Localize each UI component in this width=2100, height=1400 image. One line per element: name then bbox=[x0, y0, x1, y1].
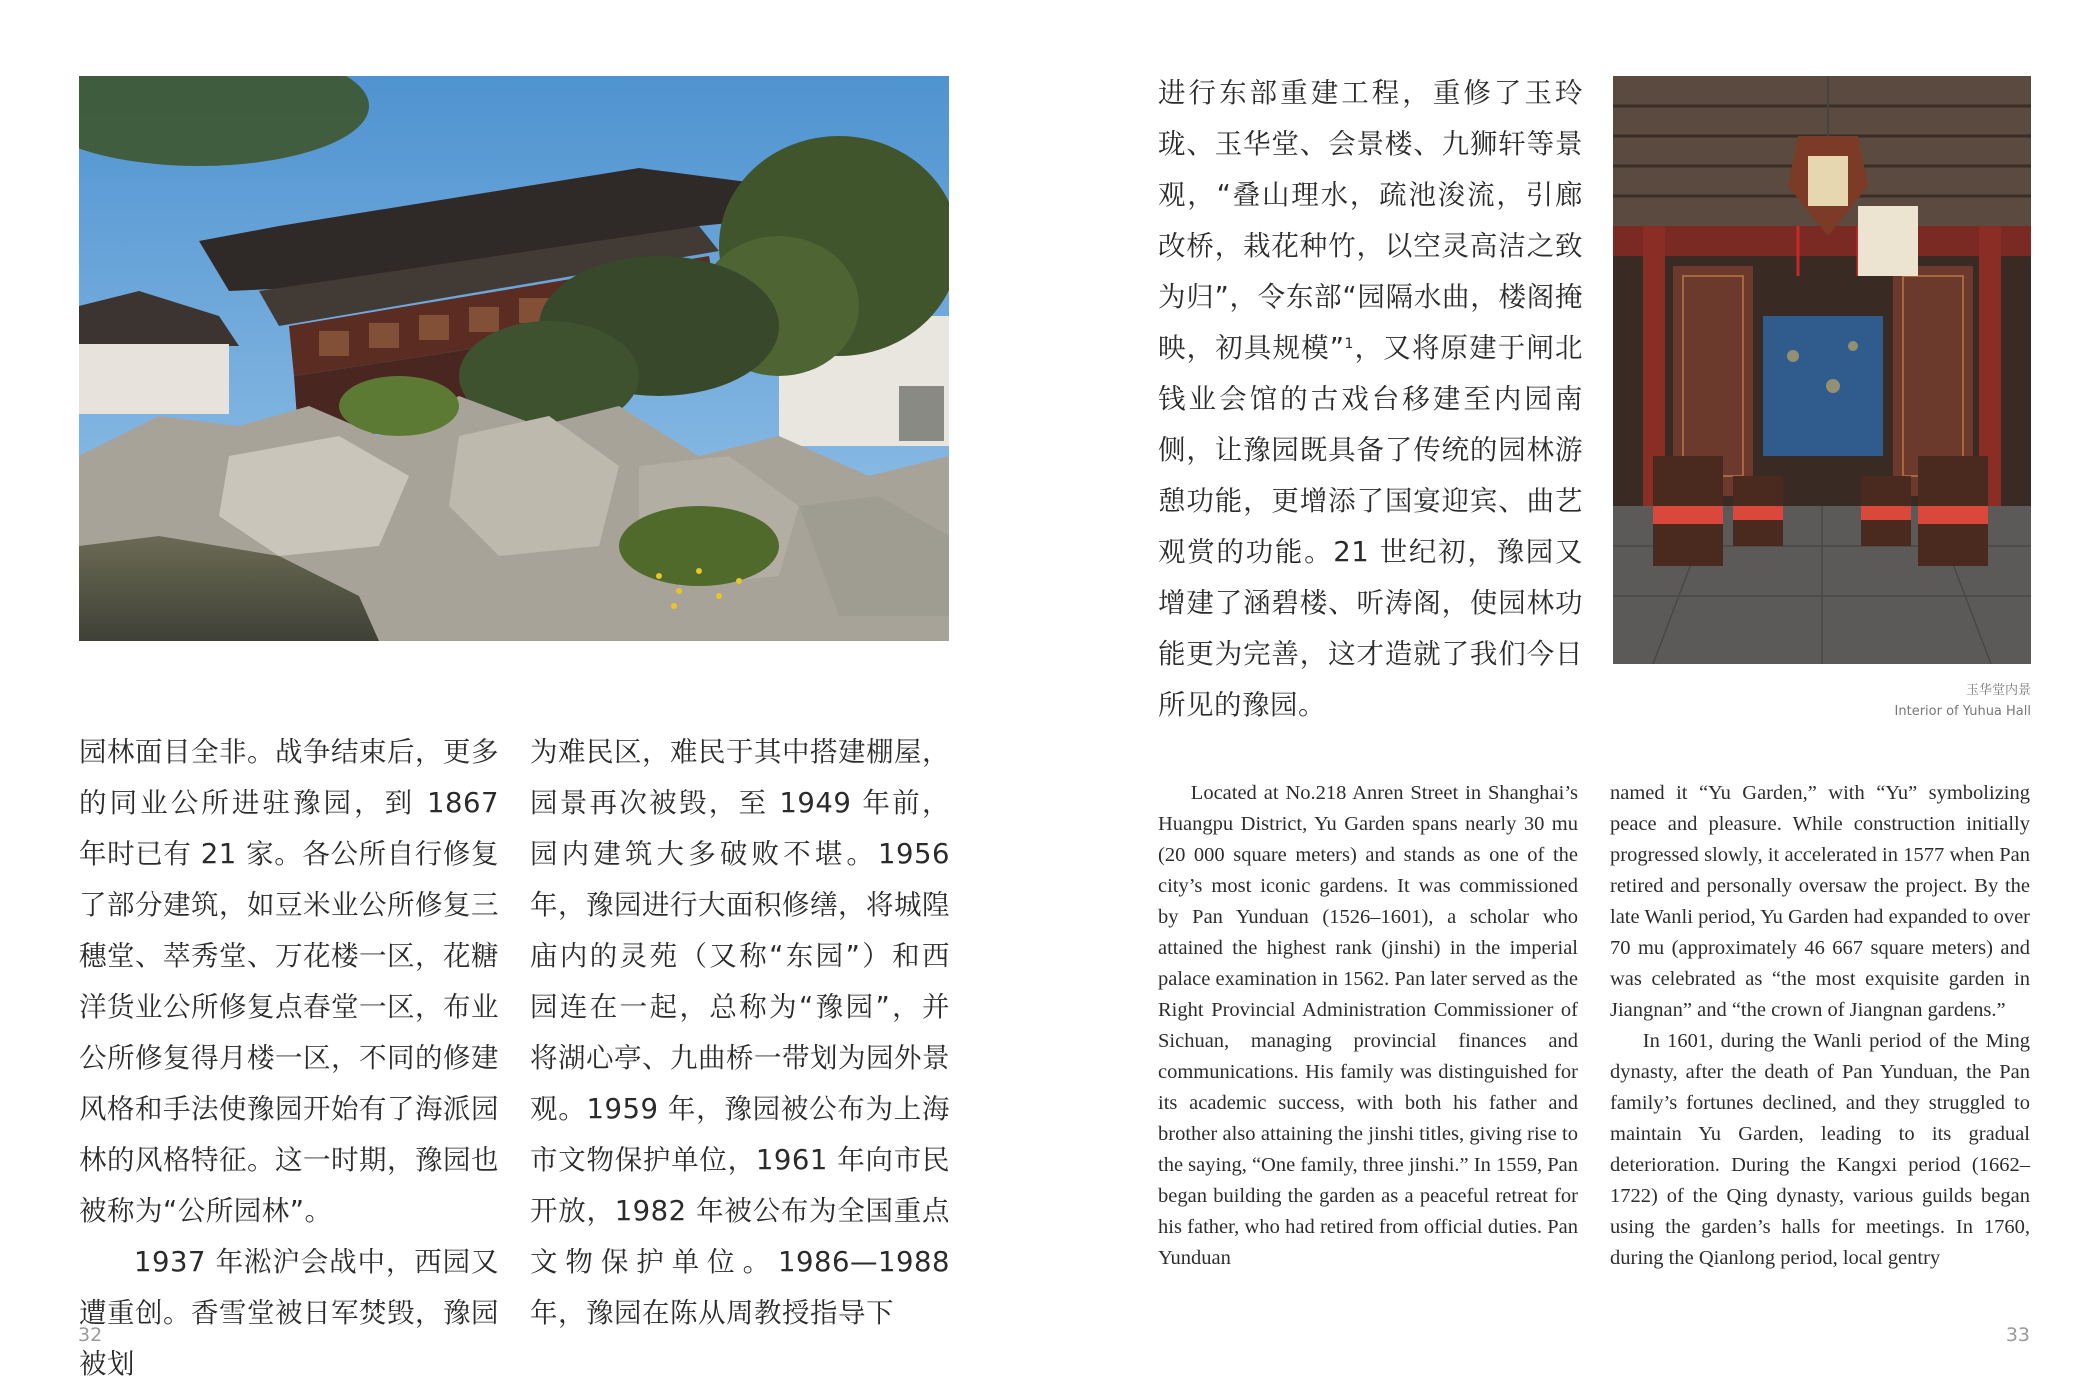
deyue-tower-image bbox=[79, 76, 949, 641]
yuhua-hall-photo bbox=[1613, 76, 2031, 664]
cn-col3-text-a: 进行东部重建工程，重修了玉玲珑、玉华堂、会景楼、九狮轩等景观，“叠山理水，疏池浚流，引廊改桥，栽花种竹，以空灵高洁之致为归”，令东部“园隔水曲，楼阁掩映，初具规模” bbox=[1158, 77, 1583, 364]
page-number-left: 32 bbox=[78, 1324, 103, 1346]
english-column-2 bbox=[1610, 778, 2030, 1274]
yuhua-caption-en: Interior of Yuhua Hall bbox=[1894, 704, 2031, 719]
yuhua-caption bbox=[1731, 680, 2031, 722]
footnote-marker: 1 bbox=[1344, 336, 1354, 352]
chinese-column-2 bbox=[530, 727, 950, 1339]
en-col2-paragraph-1: named it “Yu Garden,” with “Yu” symbolizing peace and pleasure. While construction initially progressed slowly, it accelerated in 1577 when Pan retired and personally oversaw the project. By the late Wanli period, Yu Garden had expanded to over 70 mu (approximately 46 667 square meters) and was celebrated as “the most exquisite garden in Jiangnan” and “the crown of Jiangnan gardens.” bbox=[1610, 782, 2030, 1021]
page-number-right: 33 bbox=[2005, 1324, 2030, 1346]
deyue-tower-photo bbox=[79, 76, 949, 641]
yuhua-caption-cn: 玉华堂内景 bbox=[1965, 683, 2031, 698]
english-column-1 bbox=[1158, 778, 1578, 1274]
chinese-column-1 bbox=[79, 727, 499, 1390]
cn-col3-paragraph bbox=[1158, 68, 1583, 731]
cn-col2-paragraph: 为难民区，难民于其中搭建棚屋，园景再次被毁，至 1949 年前，园内建筑大多破败不堪。1956 年，豫园进行大面积修缮，将城隍庙内的灵苑（又称“东园”）和西园连在一起，总称为“豫园”，并将湖心亭、九曲桥一带划为园外景观。1959 年，豫园被公布为上海市文物保护单位，1961 年向市民开放，1982 年被公布为全国重点文物保护单位。1986—1988 年，豫园在陈从周教授指导下 bbox=[530, 736, 950, 1329]
chinese-column-3 bbox=[1158, 68, 1583, 731]
cn-col1-paragraph-1: 园林面目全非。战争结束后，更多的同业公所进驻豫园，到 1867 年时已有 21 家。各公所自行修复了部分建筑，如豆米业公所修复三穗堂、萃秀堂、万花楼一区，花糖洋货业公所修复点春堂一区，布业公所修复得月楼一区，不同的修建风格和手法使豫园开始有了海派园林的风格特征。这一时期，豫园也被称为“公所园林”。 bbox=[79, 736, 499, 1227]
en-col1-paragraph: Located at No.218 Anren Street in Shanghai’s Huangpu District, Yu Garden spans nearly 30 mu (20 000 square meters) and stands as one of the city’s most iconic gardens. It was commissioned by Pan Yunduan (1526–1601), a scholar who attained the highest rank (jinshi) in the imperial palace examination in 1562. Pan later served as the Right Provincial Administration Commissioner of Sichuan, managing provincial finances and communications. His family was distinguished for its academic success, with both his father and brother also attaining the jinshi titles, giving rise to the saying, “One family, three jinshi.” In 1559, Pan began building the garden as a peaceful retreat for his father, who had retired from official duties. Pan Yunduan bbox=[1158, 782, 1578, 1269]
cn-col3-text-b: ，又将原建于闸北钱业会馆的古戏台移建至内园南侧，让豫园既具备了传统的园林游憩功能，更增添了国宴迎宾、曲艺观赏的功能。21 世纪初，豫园又增建了涵碧楼、听涛阁，使园林功能更为完善，这才造就了我们今日所见的豫园。 bbox=[1158, 332, 1583, 721]
en-col2-paragraph-2: In 1601, during the Wanli period of the Ming dynasty, after the death of Pan Yunduan, the Pan family’s fortunes declined, and they struggled to maintain Yu Garden, leading to its gradual deterioration. During the Kangxi period (1662–1722) of the Qing dynasty, various guilds began using the garden’s halls for meetings. In 1760, during the Qianlong period, local gentry bbox=[1610, 1030, 2030, 1269]
yuhua-hall-image bbox=[1613, 76, 2031, 664]
cn-col1-paragraph-2: 1937 年淞沪会战中，西园又遭重创。香雪堂被日军焚毁，豫园被划 bbox=[79, 1246, 499, 1380]
